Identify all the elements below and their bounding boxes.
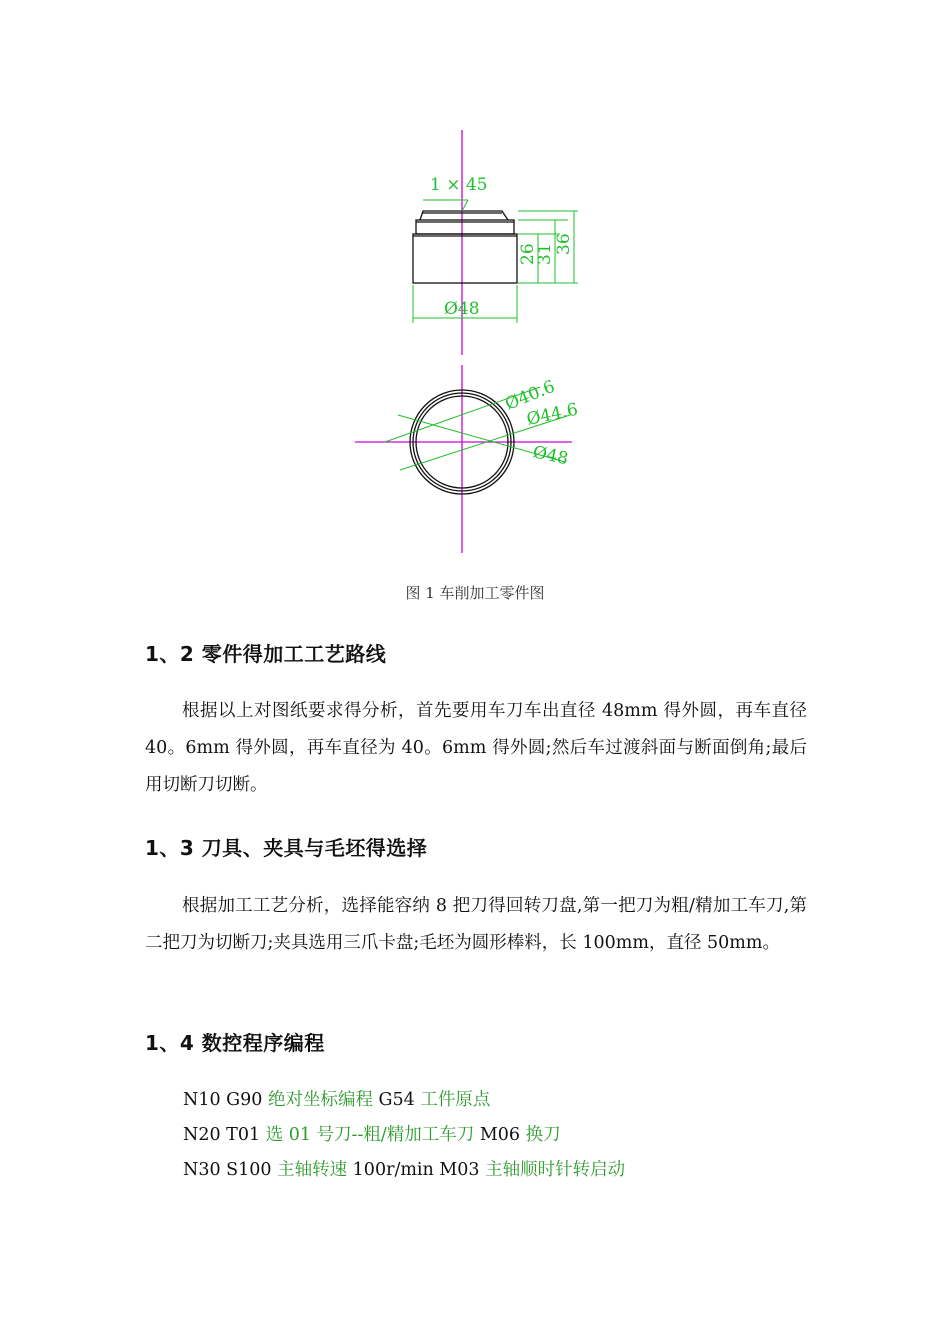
program-code: N30 S100 <box>183 1160 278 1180</box>
program-code: N20 T01 <box>183 1125 266 1145</box>
program-comment: 换刀 <box>525 1125 561 1145</box>
program-comment: 选 01 号刀--粗/精加工车刀 <box>265 1125 475 1145</box>
figure-caption: 图 1 车削加工零件图 <box>405 584 545 602</box>
dim-26: 26 <box>518 243 538 265</box>
program-listing <box>183 1083 625 1188</box>
heading-cnc-program: 1、4 数控程序编程 <box>145 1031 325 1055</box>
paragraph-process-route: 根据以上对图纸要求得分析，首先要用车刀车出直径 48mm 得外圆，再车直径 40。6mm 得外圆，再车直径为 40。6mm 得外圆;然后车过渡斜面与断面倒角;最后用切断刀切断。 <box>145 701 807 795</box>
chamfer-label: 1 × 45 <box>430 175 488 195</box>
dim-diameter-48-front: Ø48 <box>444 299 480 319</box>
program-comment: 绝对坐标编程 <box>267 1090 373 1110</box>
dim-31: 31 <box>535 243 555 265</box>
front-view <box>413 211 517 283</box>
paragraph-tooling: 根据加工工艺分析，选择能容纳 8 把刀得回转刀盘,第一把刀为粗/精加工车刀,第二把刀为切断刀;夹具选用三爪卡盘;毛坯为圆形棒料，长 100mm，直径 50mm。 <box>145 896 807 953</box>
program-comment: 工件原点 <box>420 1090 491 1110</box>
program-code: M06 <box>474 1125 526 1145</box>
program-comment: 主轴顺时针转启动 <box>485 1160 626 1180</box>
program-line <box>183 1118 625 1153</box>
dim-diameter-48-top: Ø48 <box>530 442 570 470</box>
program-code: G54 <box>372 1090 421 1110</box>
program-code: 100r/min M03 <box>347 1160 486 1180</box>
part-drawing <box>340 125 600 565</box>
heading-process-route: 1、2 零件得加工工艺路线 <box>145 642 387 666</box>
program-line <box>183 1153 625 1188</box>
dim-diameter-44: Ø44.6 <box>524 399 580 430</box>
program-comment: 主轴转速 <box>277 1160 348 1180</box>
program-code: N10 G90 <box>183 1090 268 1110</box>
dim-36: 36 <box>554 233 574 255</box>
heading-tooling: 1、3 刀具、夹具与毛坯得选择 <box>145 836 428 860</box>
drawing-svg <box>340 125 600 565</box>
dim-diameter-40: Ø40.6 <box>502 376 558 415</box>
program-line <box>183 1083 625 1118</box>
